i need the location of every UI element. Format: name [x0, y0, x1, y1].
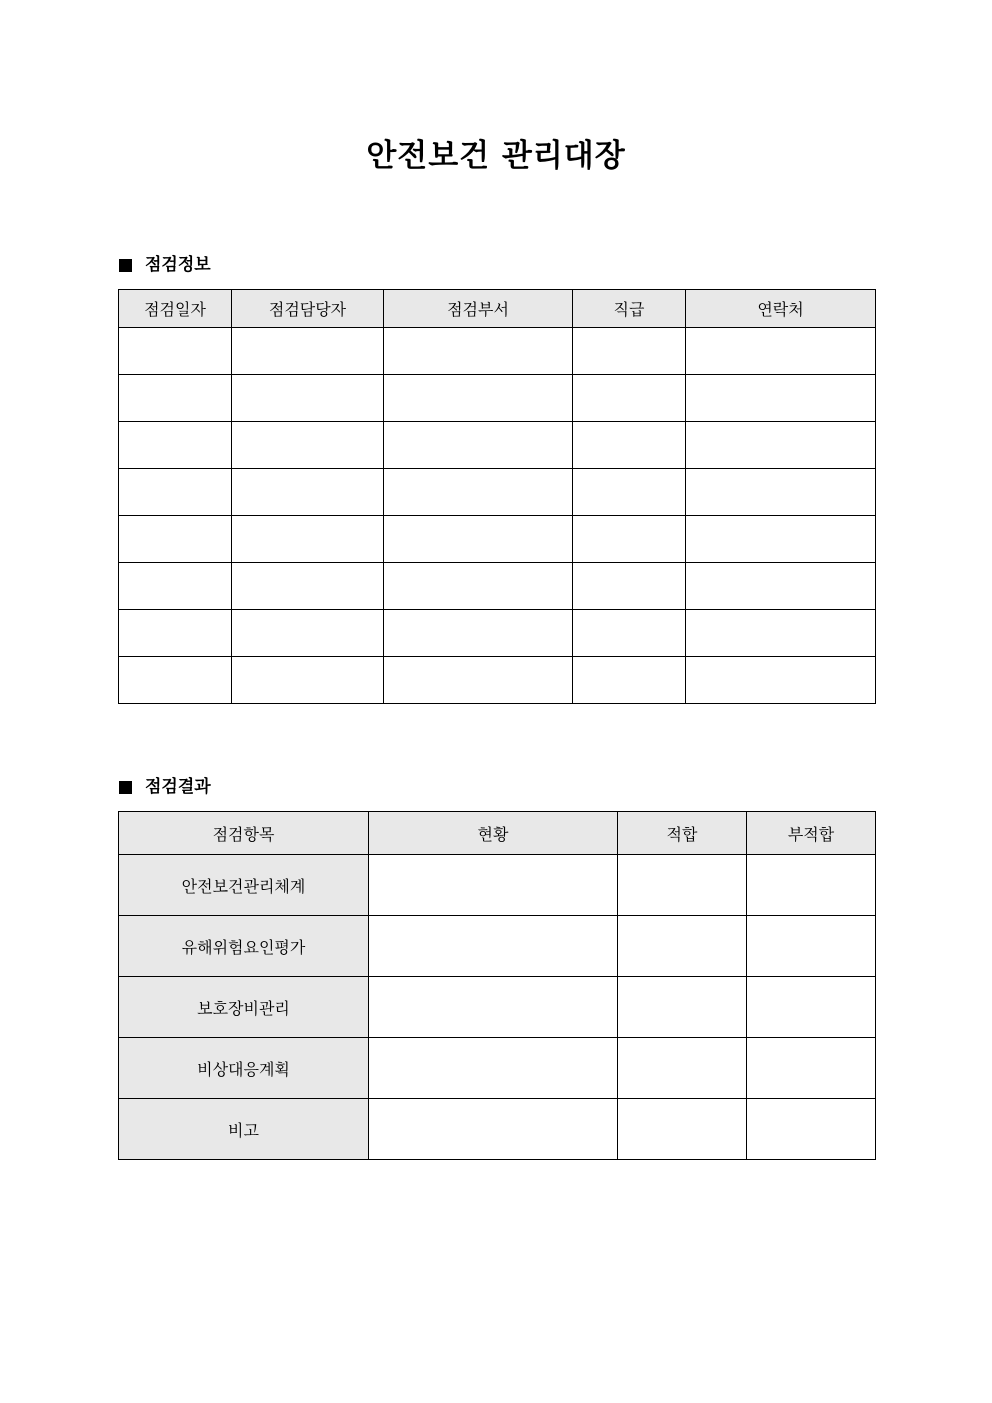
column-header-position: 직급	[573, 290, 686, 328]
table-cell[interactable]	[232, 563, 384, 610]
column-header-inspection-date: 점검일자	[119, 290, 232, 328]
table-row	[119, 516, 876, 563]
table-cell[interactable]	[232, 328, 384, 375]
column-header-compliant: 적합	[618, 812, 747, 855]
noncompliant-cell[interactable]	[747, 1038, 876, 1099]
inspection-item-label: 보호장비관리	[119, 977, 369, 1038]
noncompliant-cell[interactable]	[747, 977, 876, 1038]
compliant-cell[interactable]	[618, 977, 747, 1038]
table-cell[interactable]	[232, 516, 384, 563]
table-cell[interactable]	[573, 469, 686, 516]
table-header-row	[119, 290, 876, 328]
table-cell[interactable]	[384, 328, 573, 375]
table-cell[interactable]	[686, 657, 876, 704]
table-row	[119, 977, 876, 1038]
section-heading-label: 점검결과	[145, 777, 211, 797]
table-row	[119, 328, 876, 375]
compliant-cell[interactable]	[618, 916, 747, 977]
table-cell[interactable]	[119, 657, 232, 704]
table-cell[interactable]	[119, 563, 232, 610]
square-bullet-icon	[119, 781, 132, 794]
table-row	[119, 855, 876, 916]
table-cell[interactable]	[686, 563, 876, 610]
table-cell[interactable]	[119, 516, 232, 563]
table-cell[interactable]	[119, 610, 232, 657]
table-row	[119, 1099, 876, 1160]
table-cell[interactable]	[384, 563, 573, 610]
table-cell[interactable]	[686, 469, 876, 516]
table-cell[interactable]	[573, 657, 686, 704]
table-cell[interactable]	[384, 516, 573, 563]
table-cell[interactable]	[384, 610, 573, 657]
table-cell[interactable]	[573, 328, 686, 375]
section-heading-label: 점검정보	[145, 255, 211, 275]
inspection-item-label: 유해위험요인평가	[119, 916, 369, 977]
table-cell[interactable]	[384, 469, 573, 516]
table-row	[119, 1038, 876, 1099]
noncompliant-cell[interactable]	[747, 855, 876, 916]
table-cell[interactable]	[119, 469, 232, 516]
table-cell[interactable]	[573, 563, 686, 610]
table-cell[interactable]	[384, 422, 573, 469]
column-header-status: 현황	[369, 812, 618, 855]
table-cell[interactable]	[232, 422, 384, 469]
table-cell[interactable]	[686, 375, 876, 422]
compliant-cell[interactable]	[618, 855, 747, 916]
table-row	[119, 610, 876, 657]
table-cell[interactable]	[686, 422, 876, 469]
table-row	[119, 563, 876, 610]
table-cell[interactable]	[686, 516, 876, 563]
column-header-department: 점검부서	[384, 290, 573, 328]
table-row	[119, 469, 876, 516]
status-cell[interactable]	[369, 916, 618, 977]
compliant-cell[interactable]	[618, 1038, 747, 1099]
table-cell[interactable]	[686, 328, 876, 375]
column-header-noncompliant: 부적합	[747, 812, 876, 855]
column-header-inspection-item: 점검항목	[119, 812, 369, 855]
status-cell[interactable]	[369, 855, 618, 916]
table-cell[interactable]	[573, 375, 686, 422]
table-cell[interactable]	[573, 516, 686, 563]
status-cell[interactable]	[369, 1099, 618, 1160]
table-cell[interactable]	[119, 328, 232, 375]
table-header-row	[119, 812, 876, 855]
inspection-item-label: 안전보건관리체계	[119, 855, 369, 916]
column-header-contact: 연락처	[686, 290, 876, 328]
table-cell[interactable]	[232, 657, 384, 704]
table-cell[interactable]	[573, 610, 686, 657]
square-bullet-icon	[119, 259, 132, 272]
inspection-item-label: 비고	[119, 1099, 369, 1160]
table-cell[interactable]	[686, 610, 876, 657]
table-cell[interactable]	[384, 657, 573, 704]
column-header-inspector: 점검담당자	[232, 290, 384, 328]
table-cell[interactable]	[573, 422, 686, 469]
section-heading-inspection-result	[119, 775, 211, 799]
compliant-cell[interactable]	[618, 1099, 747, 1160]
table-cell[interactable]	[232, 610, 384, 657]
inspection-result-table	[118, 811, 876, 1160]
noncompliant-cell[interactable]	[747, 1099, 876, 1160]
noncompliant-cell[interactable]	[747, 916, 876, 977]
table-cell[interactable]	[232, 375, 384, 422]
inspection-item-label: 비상대응계획	[119, 1038, 369, 1099]
table-cell[interactable]	[384, 375, 573, 422]
table-cell[interactable]	[232, 469, 384, 516]
table-row	[119, 916, 876, 977]
table-row	[119, 375, 876, 422]
document-title: 안전보건 관리대장	[366, 138, 626, 174]
section-heading-inspection-info	[119, 253, 211, 277]
table-cell[interactable]	[119, 375, 232, 422]
table-row	[119, 422, 876, 469]
table-cell[interactable]	[119, 422, 232, 469]
status-cell[interactable]	[369, 977, 618, 1038]
table-row	[119, 657, 876, 704]
status-cell[interactable]	[369, 1038, 618, 1099]
inspection-info-table	[118, 289, 876, 704]
